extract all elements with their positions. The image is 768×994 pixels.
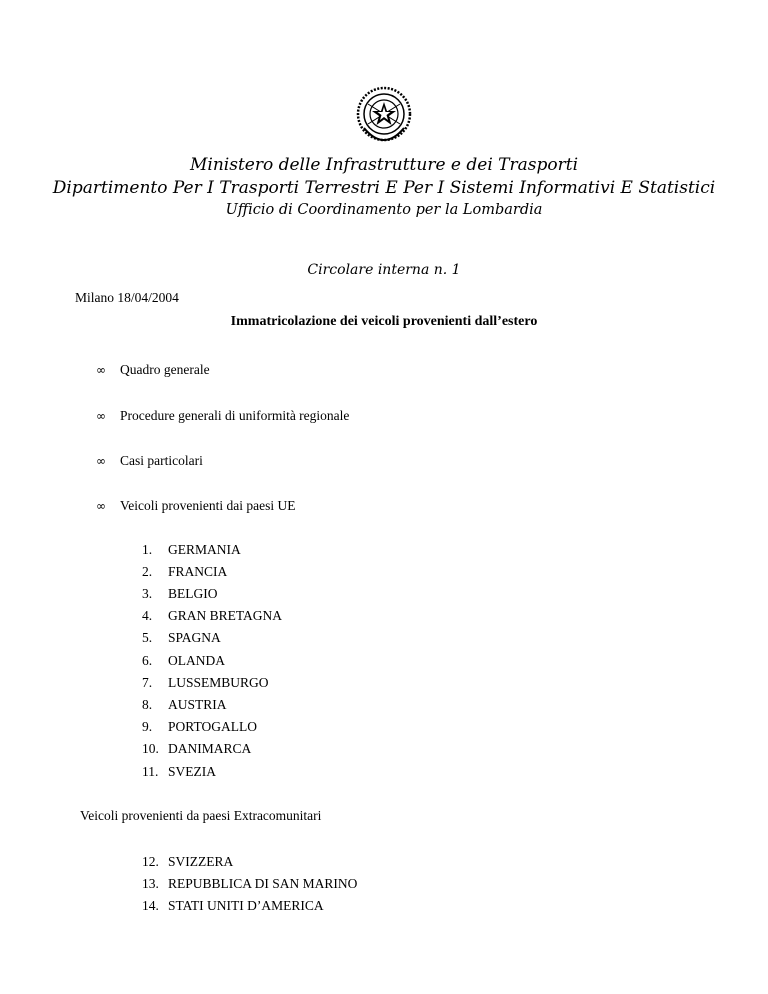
bullet-icon: ∞ [96, 454, 106, 468]
country-name: BELGIO [168, 586, 218, 601]
extra-country-item [142, 854, 233, 870]
country-name: OLANDA [168, 653, 225, 668]
department-title: Dipartimento Per I Trasporti Terrestri E Per I Sistemi Informativi E Statistici [52, 178, 716, 198]
country-name: AUSTRIA [168, 697, 227, 712]
extra-country-item [142, 898, 324, 914]
topic-item [96, 408, 349, 424]
bullet-icon: ∞ [96, 499, 106, 513]
country-name: REPUBBLICA DI SAN MARINO [168, 876, 358, 891]
topic-item [96, 453, 203, 469]
country-name: SPAGNA [168, 630, 221, 645]
eu-country-item [142, 542, 241, 558]
eu-country-item [142, 564, 227, 580]
country-name: FRANCIA [168, 564, 228, 579]
eu-country-item [142, 764, 216, 780]
republic-emblem-icon [354, 84, 414, 144]
topic-label: Procedure generali di uniformità regionale [120, 408, 350, 423]
topic-label: Veicoli provenienti dai paesi UE [120, 498, 296, 513]
item-number: 4. [142, 608, 153, 623]
country-name: LUSSEMBURGO [168, 675, 269, 690]
eu-country-item [142, 697, 227, 713]
item-number: 13. [142, 876, 159, 891]
extra-eu-section-label: Veicoli provenienti da paesi Extracomunitari [80, 808, 322, 823]
bullet-icon: ∞ [96, 363, 106, 377]
eu-country-item [142, 630, 221, 646]
topic-label: Quadro generale [120, 362, 210, 377]
item-number: 1. [142, 542, 153, 557]
eu-country-item [142, 719, 257, 735]
item-number: 8. [142, 697, 153, 712]
item-number: 3. [142, 586, 153, 601]
eu-country-item [142, 608, 282, 624]
item-number: 7. [142, 675, 153, 690]
country-name: GRAN BRETAGNA [168, 608, 283, 623]
topic-label: Casi particolari [120, 453, 203, 468]
item-number: 6. [142, 653, 153, 668]
eu-country-item [142, 653, 225, 669]
eu-country-item [142, 741, 251, 757]
topic-item [96, 498, 295, 514]
country-name: DANIMARCA [168, 741, 252, 756]
country-name: SVIZZERA [168, 854, 234, 869]
item-number: 10. [142, 741, 159, 756]
item-number: 11. [142, 764, 159, 779]
item-number: 9. [142, 719, 153, 734]
country-name: STATI UNITI D’AMERICA [168, 898, 324, 913]
bullet-icon: ∞ [96, 409, 106, 423]
topic-item [96, 362, 210, 378]
country-name: SVEZIA [168, 764, 216, 779]
eu-country-item [142, 675, 269, 691]
extra-country-item [142, 876, 357, 892]
document-date: Milano 18/04/2004 [75, 290, 179, 305]
country-name: GERMANIA [168, 542, 241, 557]
item-number: 5. [142, 630, 153, 645]
country-name: PORTOGALLO [168, 719, 257, 734]
item-number: 12. [142, 854, 159, 869]
circular-title: Circolare interna n. 1 [307, 262, 461, 278]
office-title: Ufficio di Coordinamento per la Lombardia [225, 202, 543, 218]
item-number: 2. [142, 564, 153, 579]
document-subject: Immatricolazione dei veicoli provenienti dall’estero [230, 314, 538, 329]
item-number: 14. [142, 898, 159, 913]
ministry-title: Ministero delle Infrastrutture e dei Trasporti [189, 155, 579, 175]
eu-country-item [142, 586, 218, 602]
